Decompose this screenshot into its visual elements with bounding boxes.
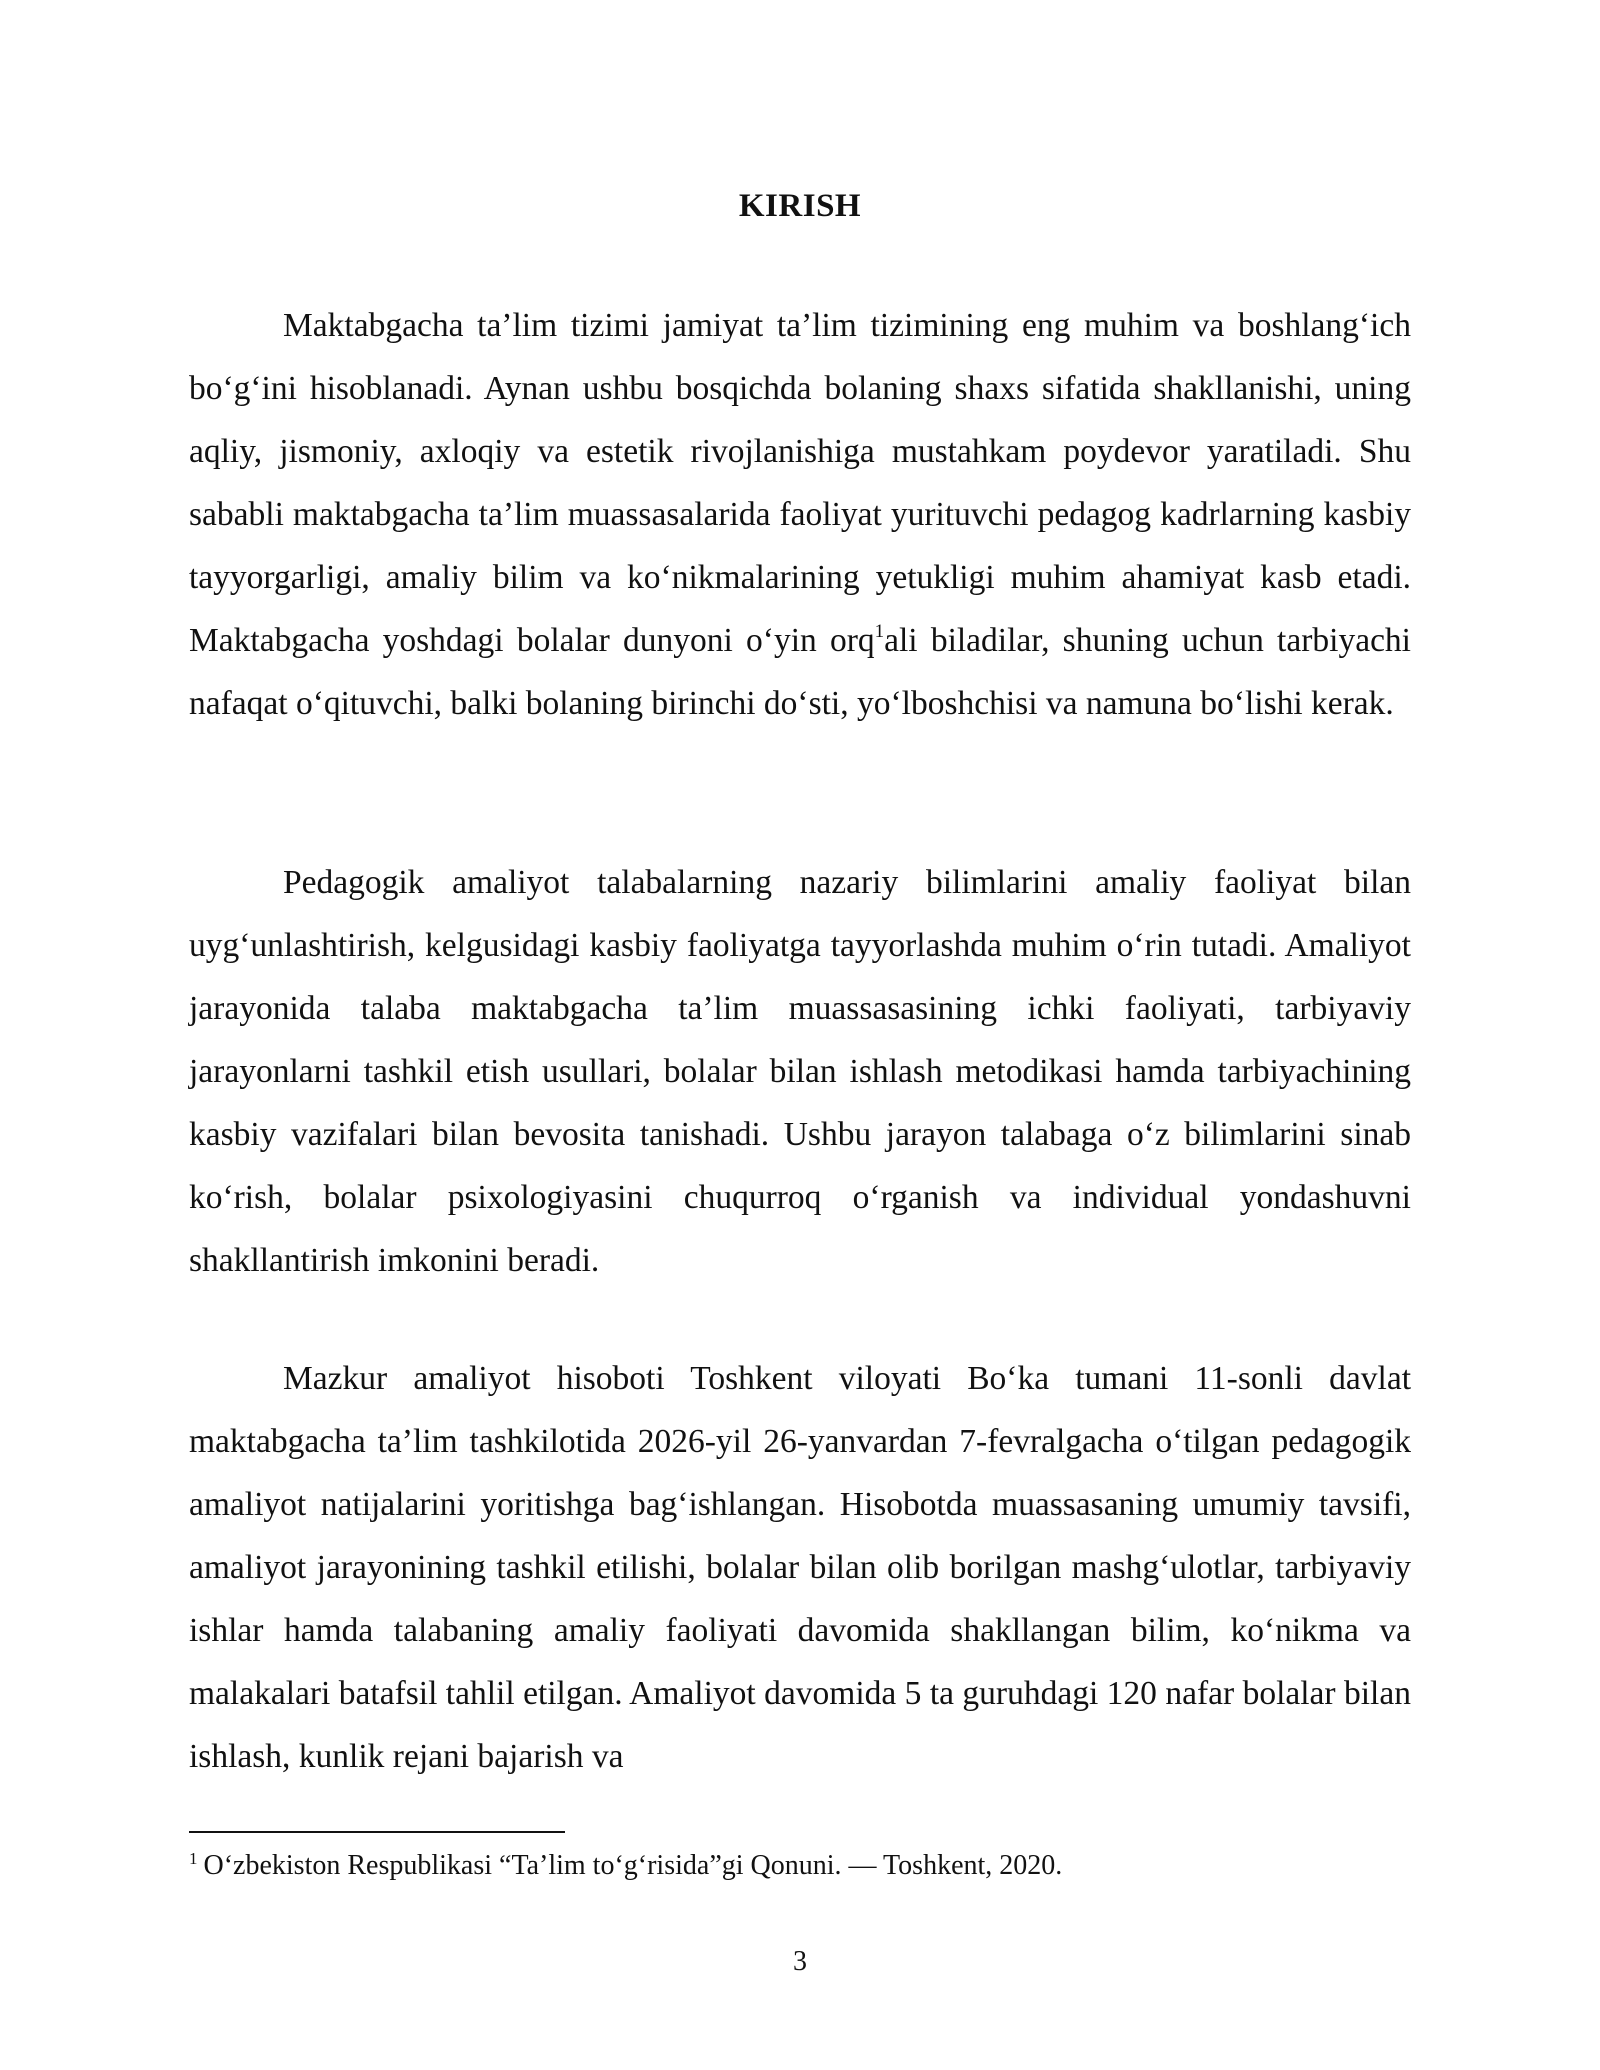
paragraph-1-text-after: ali biladilar, shuning uchun tarbiyachi nafaqat o‘qituvchi, balki bolaning birinchi do‘sti, yo‘lboshchisi va namuna bo‘lishi kerak. (189, 622, 1411, 722)
paragraph-3: Mazkur amaliyot hisoboti Toshkent viloyati Bo‘ka tumani 11-sonli davlat maktabgacha ta’lim tashkilotida 2026-yil 26-yanvardan 7-fevralgacha o‘tilgan pedagogik amaliyot natijalarini yoritishga bag‘ishlangan. Hisobotda muassasaning umumiy tavsifi, amaliyot jarayonining tashkil etilishi, bolalar bilan olib borilgan mashg‘ulotlar, tarbiyaviy ishlar hamda talabaning amaliy faoliyati davomida shakllangan bilim, ko‘nikma va malakalari batafsil tahlil etilgan. Amaliyot davomida 5 ta guruhdagi 120 nafar bolalar bilan ishlash, kunlik rejani bajarish va (189, 1360, 1411, 1775)
paragraph-2: Pedagogik amaliyot talabalarning nazariy bilimlarini amaliy faoliyat bilan uyg‘unlashtirish, kelgusidagi kasbiy faoliyatga tayyorlashda muhim o‘rin tutadi. Amaliyot jarayonida talaba maktabgacha ta’lim muassasasining ichki faoliyati, tarbiyaviy jarayonlarni tashkil etish usullari, bolalar bilan ishlash metodikasi hamda tarbiyachining kasbiy vazifalari bilan bevosita tanishadi. Ushbu jarayon talabaga o‘z bilimlarini sinab ko‘rish, bolalar psixologiyasini chuqurroq o‘rganish va individual yondashuvni shakllantirish imkonini beradi. (189, 864, 1411, 1279)
footnote (189, 1848, 1411, 1884)
footnote-marker: 1 (189, 1849, 198, 1868)
paragraph-1-text-before: Maktabgacha ta’lim tizimi jamiyat ta’lim tizimining eng muhim va boshlang‘ich bo‘g‘ini hisoblanadi. Aynan ushbu bosqichda bolaning shaxs sifatida shakllanishi, uning aqliy, jismoniy, axloqiy va estetik rivojlanishiga mustahkam poydevor yaratiladi. Shu sababli maktabgacha ta’lim muassasalarida faoliyat yurituvchi pedagog kadrlarning kasbiy tayyorgarligi, amaliy bilim va ko‘nikmalarining yetukligi muhim ahamiyat kasb etadi. Maktabgacha yoshdagi bolalar dunyoni o‘yin orq (189, 307, 1411, 659)
footnote-text: O‘zbekiston Respublikasi “Ta’lim to‘g‘risida”gi Qonuni. — Toshkent, 2020. (203, 1850, 1063, 1881)
paragraph-1 (189, 294, 1411, 735)
section-heading: KIRISH (738, 188, 862, 224)
footnote-separator (189, 1831, 565, 1833)
page-number: 3 (793, 1946, 807, 1977)
footnote-reference[interactable]: 1 (874, 621, 885, 642)
